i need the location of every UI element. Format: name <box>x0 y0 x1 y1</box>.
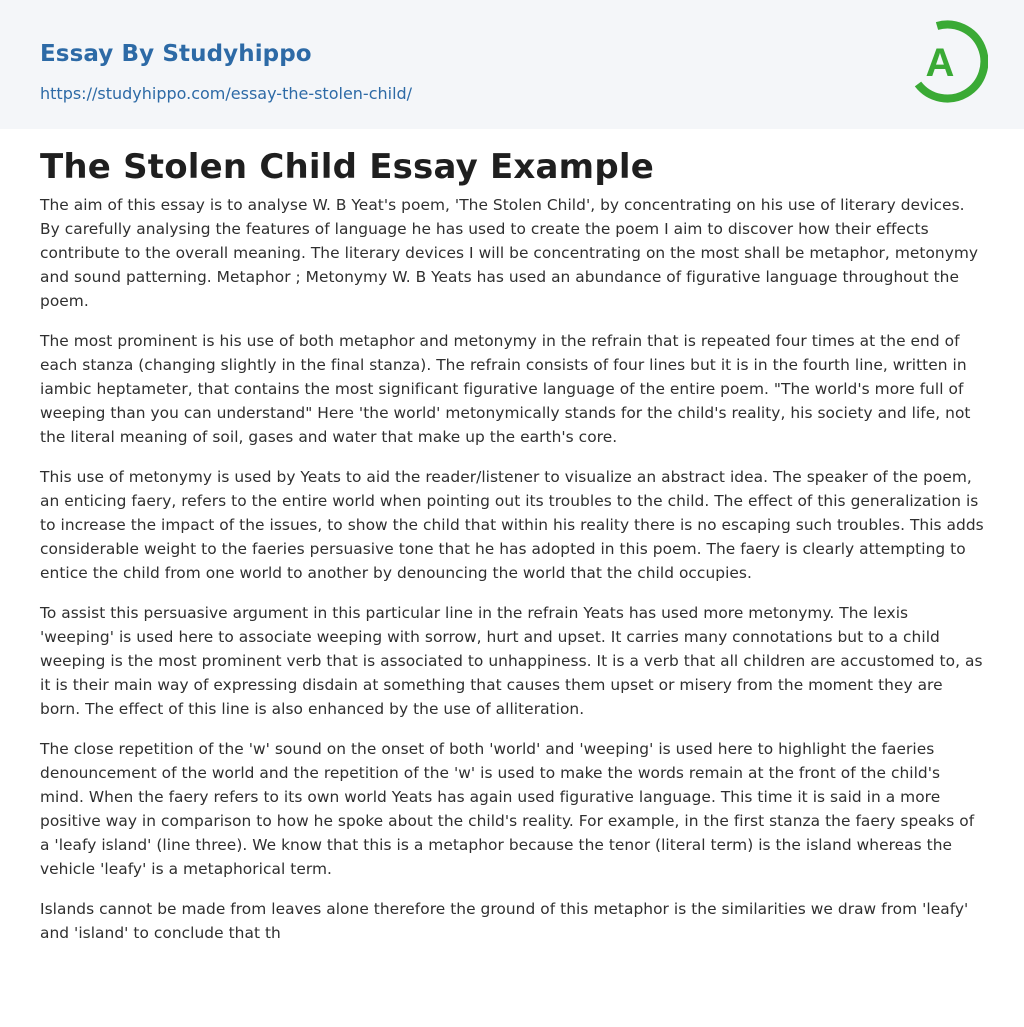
logo-letter: A <box>925 41 955 85</box>
paragraph-4: To assist this persuasive argument in this particular line in the refrain Yeats has used more metonymy. The lexis 'weeping' is used here to associate weeping with sorrow, hurt and upset. It carries many connotations but to a child weeping is the most prominent verb that is associated to unhappiness. It is a verb that all children are accustomed to, as it is their main way of expressing disdain at something that causes them upset or misery from the moment they are born. The effect of this line is also enhanced by the use of alliteration. <box>40 604 983 718</box>
paragraph-1: The aim of this essay is to analyse W. B Yeat's poem, 'The Stolen Child', by concentrating on his use of literary devices. By carefully analysing the features of language he has used to create the poem I aim to discover how their effects contribute to the overall meaning. The literary devices I will be concentrating on the most shall be metaphor, metonymy and sound patterning. Metaphor ; Metonymy W. B Yeats has used an abundance of figurative language throughout the poem. <box>40 196 979 310</box>
essay-url-link[interactable]: https://studyhippo.com/essay-the-stolen-child/ <box>40 84 413 103</box>
paragraph-3: This use of metonymy is used by Yeats to aid the reader/listener to visualize an abstract idea. The speaker of the poem, an enticing faery, refers to the entire world when pointing out its troubles to the child. The effect of this generalization is to increase the impact of the issues, to show the child that within his reality there is no escaping such troubles. This adds considerable weight to the faeries persuasive tone that he has adopted in this poem. The faery is clearly attempting to entice the child from one world to another by denouncing the world that the child occupies. <box>40 468 984 582</box>
site-brand[interactable]: Essay By Studyhippo <box>40 41 312 67</box>
paragraph-6: Islands cannot be made from leaves alone therefore the ground of this metaphor is the similarities we draw from 'leafy' and 'island' to conclude that th <box>40 900 969 942</box>
paragraph-5: The close repetition of the 'w' sound on the onset of both 'world' and 'weeping' is used here to highlight the faeries denouncement of the world and the repetition of the 'w' is used to make the words remain at the front of the child's mind. When the faery refers to its own world Yeats has again used figurative language. This time it is said in a more positive way in comparison to how he spoke about the child's reality. For example, in the first stanza the faery speaks of a 'leafy island' (line three). We know that this is a metaphor because the tenor (literal term) is the island whereas the vehicle 'leafy' is a metaphorical term. <box>40 740 975 878</box>
paragraph-2: The most prominent is his use of both metaphor and metonymy in the refrain that is repeated four times at the end of each stanza (changing slightly in the final stanza). The refrain consists of four lines but it is in the fourth line, written in iambic heptameter, that contains the most significant figurative language of the entire poem. "The world's more full of weeping than you can understand" Here 'the world' metonymically stands for the child's reality, his society and life, not the literal meaning of soil, gases and water that make up the earth's core. <box>40 332 971 446</box>
page-title: The Stolen Child Essay Example <box>40 147 654 187</box>
